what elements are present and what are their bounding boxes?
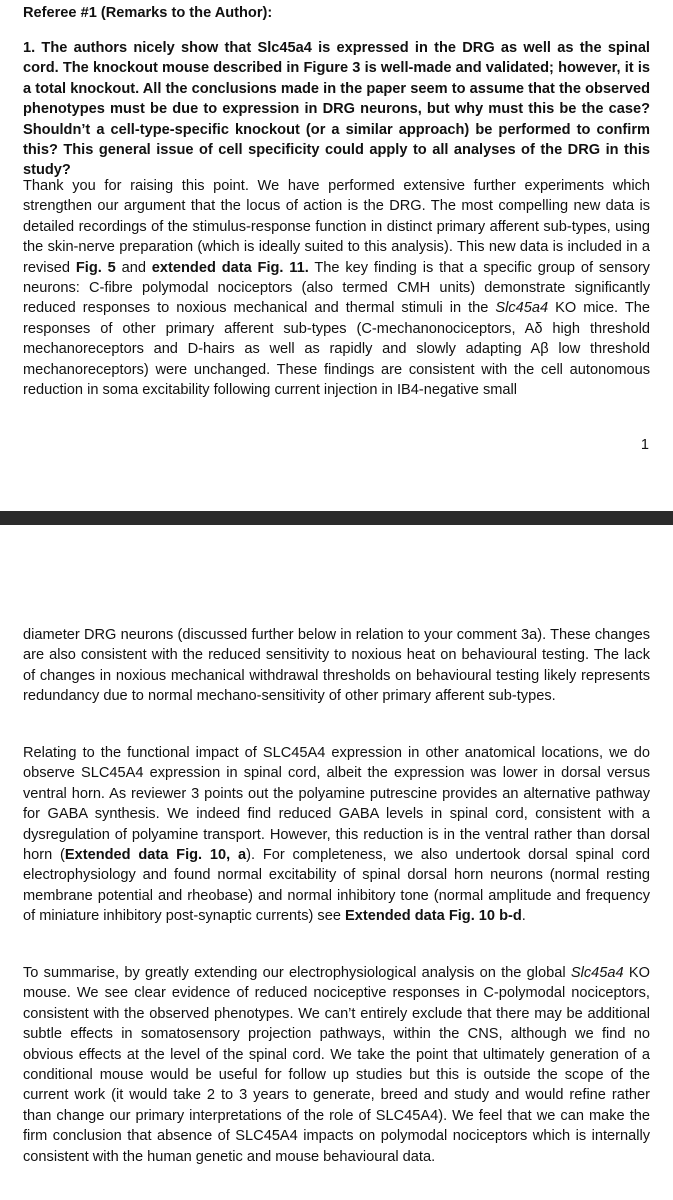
extended-fig11-reference: extended data Fig. 11. (151, 259, 309, 276)
summary-paragraph (23, 963, 650, 1167)
referee-heading: Referee #1 (Remarks to the Author): (23, 5, 273, 21)
page-number: 1 (640, 437, 649, 453)
page-break-divider (0, 511, 673, 525)
response-text: The key finding is that a specific group of sensory neurons: C-fibre polymodal nociceptors (also termed CMH units) demonstrate significantly reduced responses to noxious mechanical and thermal stimuli in the (23, 259, 650, 317)
paragraph-text: To summarise, by greatly extending our electrophysiological analysis on the global (23, 965, 571, 981)
response-paragraph (23, 176, 650, 400)
paragraph-text: ). For completeness, we also undertook dorsal spinal cord electrophysiology and found normal excitability of spinal dorsal horn neurons (normal resting membrane potential and rheobase) and normal inhibitory tone (normal amplitude and frequency of miniature inhibitory post-synaptic currents) see (23, 847, 650, 925)
gene-name: Slc45a4 (495, 300, 549, 317)
continuation-paragraph: diameter DRG neurons (discussed further below in relation to your comment 3a). These changes are also consistent with the reduced sensitivity to noxious heat on behavioural testing. The lack of changes in noxious mechanical withdrawal thresholds on behavioural testing likely represents redundancy due to normal mechano-sensitivity of other primary afferent sub-types. (23, 627, 650, 705)
extended-fig10bd-reference: Extended data Fig. 10 b-d (345, 908, 522, 925)
paragraph-text: KO mouse. We see clear evidence of reduced nociceptive responses in C-polymodal nociceptors, consistent with the observed phenotypes. We can’t entirely exclude that there may be additional subtle effects in somatosensory projection pathways, within the CNS, although we find no obvious effects at the level of the spinal cord. We take the point that ultimately generation of a conditional mouse would be useful for follow up studies but this is outside the scope of the current work (it would take 2 to 3 years to generate, breed and study and would refine rather than change our primary interpretations of the role of SLC45A4). We feel that we can make the firm conclusion that absence of SLC45A4 impacts on polymodal nociceptors which is internally consistent with the human genetic and mouse behavioural data. (23, 965, 650, 1165)
response-text: Thank you for raising this point. We have performed extensive further experiments which strengthen our argument that the locus of action is the DRG. The most compelling new data is detailed recordings of the stimulus-response function in distinct primary afferent sub-types, using the skin-nerve preparation (which is ideally suited to this analysis). This new data is included in a revised (23, 178, 650, 276)
response-text: KO mice. The responses of other primary afferent sub-types (C-mechanonociceptors, Aδ high threshold mechanoreceptors and D-hairs as well as rapidly and slowly adapting Aβ low threshold mechanoreceptors) were unchanged. These findings are consistent with the cell autonomous reduction in soma excitability following current injection in IB4-negative small (23, 300, 651, 399)
spinal-cord-paragraph (23, 743, 650, 927)
extended-fig10a-reference: Extended data Fig. 10, a (64, 847, 247, 864)
response-text: and (115, 259, 152, 276)
fig5-reference: Fig. 5 (75, 259, 116, 276)
paragraph-text: Relating to the functional impact of SLC45A4 expression in other anatomical locations, we do observe SLC45A4 expression in spinal cord, albeit the expression was lower in dorsal versus ventral horn. As reviewer 3 points out the polyamine putrescine provides an alternative pathway for GABA synthesis. We indeed find reduced GABA levels in spinal cord, consistent with a dysregulation of polyamine transport. However, this reduction is in the ventral rather than dorsal horn ( (23, 745, 650, 864)
paragraph-text: . (521, 908, 526, 925)
gene-name: Slc45a4 (570, 965, 624, 981)
referee-question: 1. The authors nicely show that Slc45a4 is expressed in the DRG as well as the spinal cord. The knockout mouse described in Figure 3 is well-made and validated; however, it is a total knockout. All the conclusions made in the paper seem to assume that the observed phenotypes must be due to expression in DRG neurons, but why must this be the case? Shouldn’t a cell-type-specific knockout (or a similar approach) be performed to confirm this? This general issue of cell specificity could apply to all analyses of the DRG in this study? (23, 40, 650, 179)
